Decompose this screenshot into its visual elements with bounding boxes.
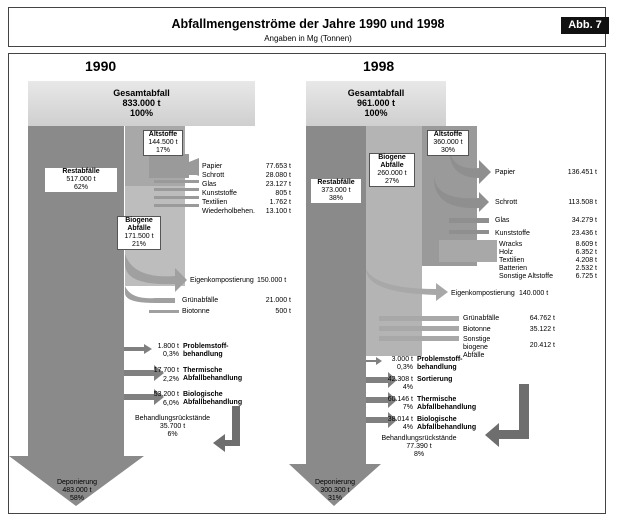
treat-1990-pct-1: 2,2% [163,376,179,383]
page-title: Abfallmengenströme der Jahre 1990 und 1998 [171,17,445,31]
alt-1990-name-1: Schrott [202,172,225,179]
treat-1990-pct-0: 0,3% [163,351,179,358]
alt-1998-value-0: 136.451 t [567,169,597,176]
bio-1998-name-0: Grünabfälle [463,315,500,322]
glas-1998-flow [449,218,489,223]
bio-1998-box [369,153,415,187]
treat-1998-name-2: Thermische Abfallbehandlung [417,396,477,411]
alt-1990-value-1: 28.080 t [265,172,291,179]
resid-1998-pct: 8% [413,451,425,458]
alt-1990-name-0: Papier [202,163,223,170]
alt-1998-name-1: Schrott [495,199,518,206]
alt-1998-name-7: Batterien [499,265,528,272]
sonst-1998-flow [379,336,459,341]
diagram-panel [8,53,606,514]
flow-diagram [9,54,607,515]
alt-1998-value: 360.000 t [433,139,463,146]
year-1998: 1998 [363,58,395,74]
depo-1998-label: Deponierung [314,479,356,486]
total-1998-label: Gesamtabfall [347,88,405,98]
bio-1998-name-2: Sonstige biogene Abfälle [463,336,491,359]
resid-1990-label: Behandlungsrückstände [134,415,211,422]
alt-1990-name-2: Glas [202,181,217,188]
alt-1990-name-3: Kunststoffe [202,190,237,197]
depo-1998-pct: 31% [327,495,342,502]
bio-1998-value-2: 20.412 t [529,342,555,349]
small-1998-flow [439,240,497,262]
alt-1990-name-4: Textilien [202,199,228,206]
bio-1998-value-0: 64.762 t [529,315,555,322]
rest-1990-label: Restabfälle [62,168,100,175]
rest-1998-pct: 38% [328,195,343,202]
alt-1998-name-8: Sonstige Altstoffe [499,273,553,280]
total-1990-pct: 100% [129,108,154,118]
rest-1990-box [45,168,117,192]
alt-1998-name-3: Kunststoffe [495,230,530,237]
resid-1998-label: Behandlungsrückstände [381,435,457,442]
alt-1990-name-5: Wiederholbehen. [202,208,255,215]
kunst-1998-flow [449,230,489,234]
alt-1990-value-2: 23.127 t [265,181,291,188]
alt-1990-value: 144.500 t [148,139,178,146]
biot-1998-flow [379,326,459,331]
alt-1990-value-5: 13.100 t [265,208,291,215]
alt-1998-name-0: Papier [495,169,516,176]
total-1998-pct: 100% [364,108,388,118]
depo-1990-label: Deponierung [56,479,98,486]
alt-1990-value-3: 805 t [275,190,291,197]
alt-1998-value-2: 34.279 t [571,217,597,224]
bio-1990-label: Biogene Abfälle [125,217,153,232]
treat-1998-name-3: Biologische Abfallbehandlung [417,416,477,431]
alt-1990-value-4: 1.762 t [269,199,291,206]
treat-1998-name-0: Problemstoff-behandlung [417,356,463,371]
alt-1990-pct: 17% [155,147,170,154]
eigen-1990-name: Eigenkompostierung [190,277,254,284]
year-1990: 1990 [85,58,117,74]
treat-1990-value-1: 17.700 t [153,367,179,374]
bio-1990-box [117,216,161,250]
alt-1998-box [427,130,469,156]
alt-1990-box [143,130,183,156]
rest-1998-label: Restabfälle [317,179,355,186]
alt-1990-value-0: 77.653 t [265,163,291,170]
rest-1998-value: 373.000 t [321,187,351,194]
treat-1998-value-0: 3.000 t [391,356,413,363]
rest-1990-value: 517.000 t [66,176,96,183]
treat-1990-pct-2: 6,0% [163,400,179,407]
resid-1990-pct: 6% [167,431,178,438]
depo-1990-pct: 58% [69,495,84,502]
treat-1990-name-0: Problemstoff-behandlung [183,343,229,358]
alt-1998-name-6: Textilien [499,257,525,264]
eigen-1998-value: 140.000 t [519,290,549,297]
alt-1998-name-4: Wracks [499,241,523,248]
treat-1998-value-2: 60.146 t [387,396,413,403]
treat-1990-value-0: 1.800 t [157,343,179,350]
alt-1998-value-6: 4.208 t [575,257,597,264]
total-1990-value: 833.000 t [122,98,161,108]
bio-1990-line [149,310,179,313]
bio-1990-value: 171.500 t [124,233,154,240]
gruen-1990-name: Grünabfälle [182,297,219,304]
treat-1998-pct-3: 4% [402,424,413,431]
gruen-1990-value: 21.000 t [265,297,291,304]
resid-1990-value: 35.700 t [159,423,186,430]
treat-1990-name-2: Biologische Abfallbehandlung [183,391,243,406]
alt-1998-value-4: 8.609 t [575,241,597,248]
alt-1998-name-2: Glas [495,217,510,224]
bio-1998-value: 260.000 t [377,170,407,177]
alt-1990-line1 [154,172,199,175]
gruen-1990-flow [125,286,175,303]
depo-1998-value: 300.300 t [320,487,350,494]
alt-1998-value-3: 23.436 t [571,230,597,237]
treat-1998-name-1: Sortierung [417,376,453,383]
treat-1998-pct-1: 4% [402,384,413,391]
biot-1990-value: 500 t [275,308,291,315]
treat-1998-pct-0: 0,3% [397,364,413,371]
treat-1998-value-3: 38.014 t [387,416,413,423]
alt-1990-line3 [154,188,199,191]
alt-1998-pct: 30% [440,147,455,154]
figure-badge: Abb. 7 [561,17,609,34]
bio-1998-pct: 27% [384,178,399,185]
total-1990-label: Gesamtabfall [113,88,170,98]
alt-1990-line2 [154,180,199,183]
resid-1998-value: 77.390 t [406,443,432,450]
eigen-1998-name: Eigenkompostierung [451,290,515,297]
page-subtitle: Angaben in Mg (Tonnen) [264,34,352,43]
alt-1998-label: Altstoffe [433,131,463,138]
alt-1990-line5 [154,204,199,207]
treat-1998-value-1: 42.308 t [387,376,413,383]
alt-1990-label: Altstoffe [148,131,178,138]
total-1998-value: 961.000 t [356,98,396,108]
treat-1998-pct-2: 7% [402,404,413,411]
treat-1990-value-2: 53.200 t [153,391,179,398]
alt-1990-line4 [154,196,199,199]
alt-1998-value-1: 113.508 t [568,199,597,206]
treat-1990-name-1: Thermische Abfallbehandlung [183,367,243,382]
biot-1990-name: Biotonne [182,308,210,315]
alt-1998-value-7: 2.532 t [575,265,597,272]
bio-1998-label: Biogene Abfälle [378,154,406,169]
eigen-1990-value: 150.000 t [257,277,287,284]
alt-1998-name-5: Holz [499,249,514,256]
rest-1998-box [311,179,361,203]
bio-1998-value-1: 35.122 t [529,326,555,333]
alt-1998-value-8: 6.725 t [575,273,597,280]
bio-1998-name-1: Biotonne [463,326,491,333]
gruen-1998-flow [379,316,459,321]
alt-1998-value-5: 6.352 t [575,249,597,256]
depo-1990-value: 483.000 t [62,487,92,494]
title-box [8,7,606,47]
bio-1990-pct: 21% [131,241,146,248]
rest-1990-pct: 62% [73,184,88,191]
